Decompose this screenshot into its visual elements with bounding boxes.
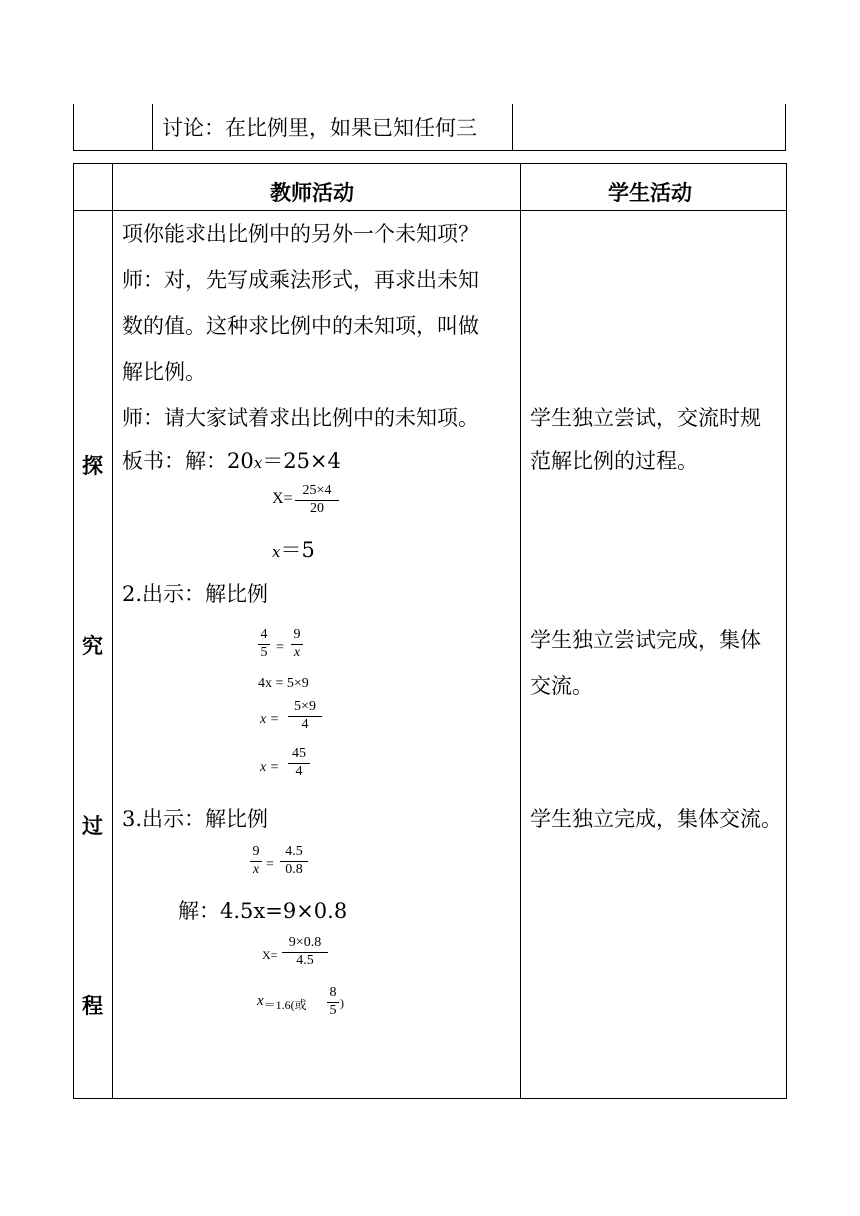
ex3-line4 [257, 992, 307, 1010]
ex3-line4-fraction [327, 986, 339, 1018]
student-note: 范解比例的过程。 [530, 449, 698, 473]
var-x: x [272, 543, 281, 561]
student-note: 学生独立尝试，交流时规 [530, 406, 761, 430]
var-x: x [257, 993, 264, 1009]
ex3-fraction-left [250, 845, 262, 877]
numerator: 4.5 [285, 844, 303, 859]
table-border [73, 210, 787, 211]
side-label-char: 程 [82, 994, 103, 1018]
table-border [73, 1098, 787, 1099]
table-border [512, 104, 513, 151]
side-label-char: 究 [82, 634, 103, 658]
denominator: 5 [329, 1002, 337, 1018]
numerator: 8 [329, 985, 337, 1000]
side-label-char: 过 [82, 814, 103, 838]
header-teacher-activity: 教师活动 [270, 181, 354, 205]
header-student-activity: 学生活动 [608, 181, 692, 205]
numerator: 9×0.8 [288, 935, 322, 950]
discussion-text: 讨论：在比例里，如果已知任何三 [162, 116, 477, 140]
item-2-heading: 2.出示：解比例 [122, 582, 269, 606]
table-border [73, 163, 787, 164]
ex3-equals: = [266, 857, 274, 872]
board-equation [122, 451, 341, 472]
denominator: x [293, 644, 301, 660]
ex2-line2: 4x = 5×9 [258, 676, 309, 691]
teacher-line: 解比例。 [122, 360, 206, 384]
ex3-fraction-right [280, 845, 308, 877]
ex2-equals: = [276, 640, 284, 655]
student-note: 学生独立完成，集体交流。 [530, 807, 782, 831]
table-border [785, 104, 786, 151]
denominator: x [252, 861, 260, 877]
numerator: 5×9 [294, 699, 316, 714]
ex3-line3-lhs: X= [262, 948, 278, 962]
ex3-solve-line: 解：4.5x=9×0.8 [178, 899, 348, 923]
table-border [786, 163, 787, 1099]
ex1-step2-fraction [295, 484, 339, 516]
denominator: 20 [310, 500, 324, 516]
table-border [152, 104, 153, 151]
ex2-line3-lhs: x = [260, 712, 280, 727]
denominator: 4 [295, 763, 303, 779]
denominator: 4 [301, 716, 309, 732]
teacher-line: 师：请大家试着求出比例中的未知项。 [122, 406, 479, 430]
table-border [73, 163, 74, 1099]
numerator: 4 [260, 627, 268, 642]
denominator: 4.5 [296, 952, 314, 968]
table-border [73, 150, 786, 151]
side-label-char: 探 [82, 454, 103, 478]
student-note: 交流。 [530, 674, 593, 698]
ex2-line3-fraction [288, 700, 322, 732]
ex3-line3-fraction [282, 936, 328, 968]
board-eq-rest: ＝25×4 [262, 449, 341, 473]
ex1-step3-rest: ＝5 [280, 538, 315, 562]
table-border [73, 104, 74, 151]
teacher-line: 数的值。这种求比例中的未知项，叫做 [122, 314, 479, 338]
ex2-line4-fraction [288, 747, 310, 779]
numerator: 9 [252, 844, 260, 859]
ex3-line4-mid: ＝1.6(或 [263, 998, 307, 1012]
numerator: 25×4 [302, 483, 332, 498]
board-prefix: 板书：解：20 [122, 449, 254, 473]
teacher-line: 项你能求出比例中的另外一个未知项？ [122, 222, 479, 246]
item-3-heading: 3.出示：解比例 [122, 807, 269, 831]
teacher-line: 师：对，先写成乘法形式，再求出未知 [122, 268, 479, 292]
student-note: 学生独立尝试完成，集体 [530, 628, 761, 652]
ex1-step3 [272, 540, 315, 561]
ex3-line4-end: ) [340, 996, 344, 1010]
ex1-step2-lhs: X= [272, 490, 293, 507]
var-x: x [253, 454, 263, 472]
ex2-fraction-right [291, 628, 303, 660]
ex2-line4-lhs: x = [260, 760, 280, 775]
table-border [112, 163, 113, 1099]
numerator: 9 [293, 627, 301, 642]
numerator: 45 [292, 746, 306, 761]
denominator: 5 [260, 644, 268, 660]
denominator: 0.8 [285, 861, 303, 877]
table-border [520, 163, 521, 1099]
ex2-fraction-left [258, 628, 270, 660]
